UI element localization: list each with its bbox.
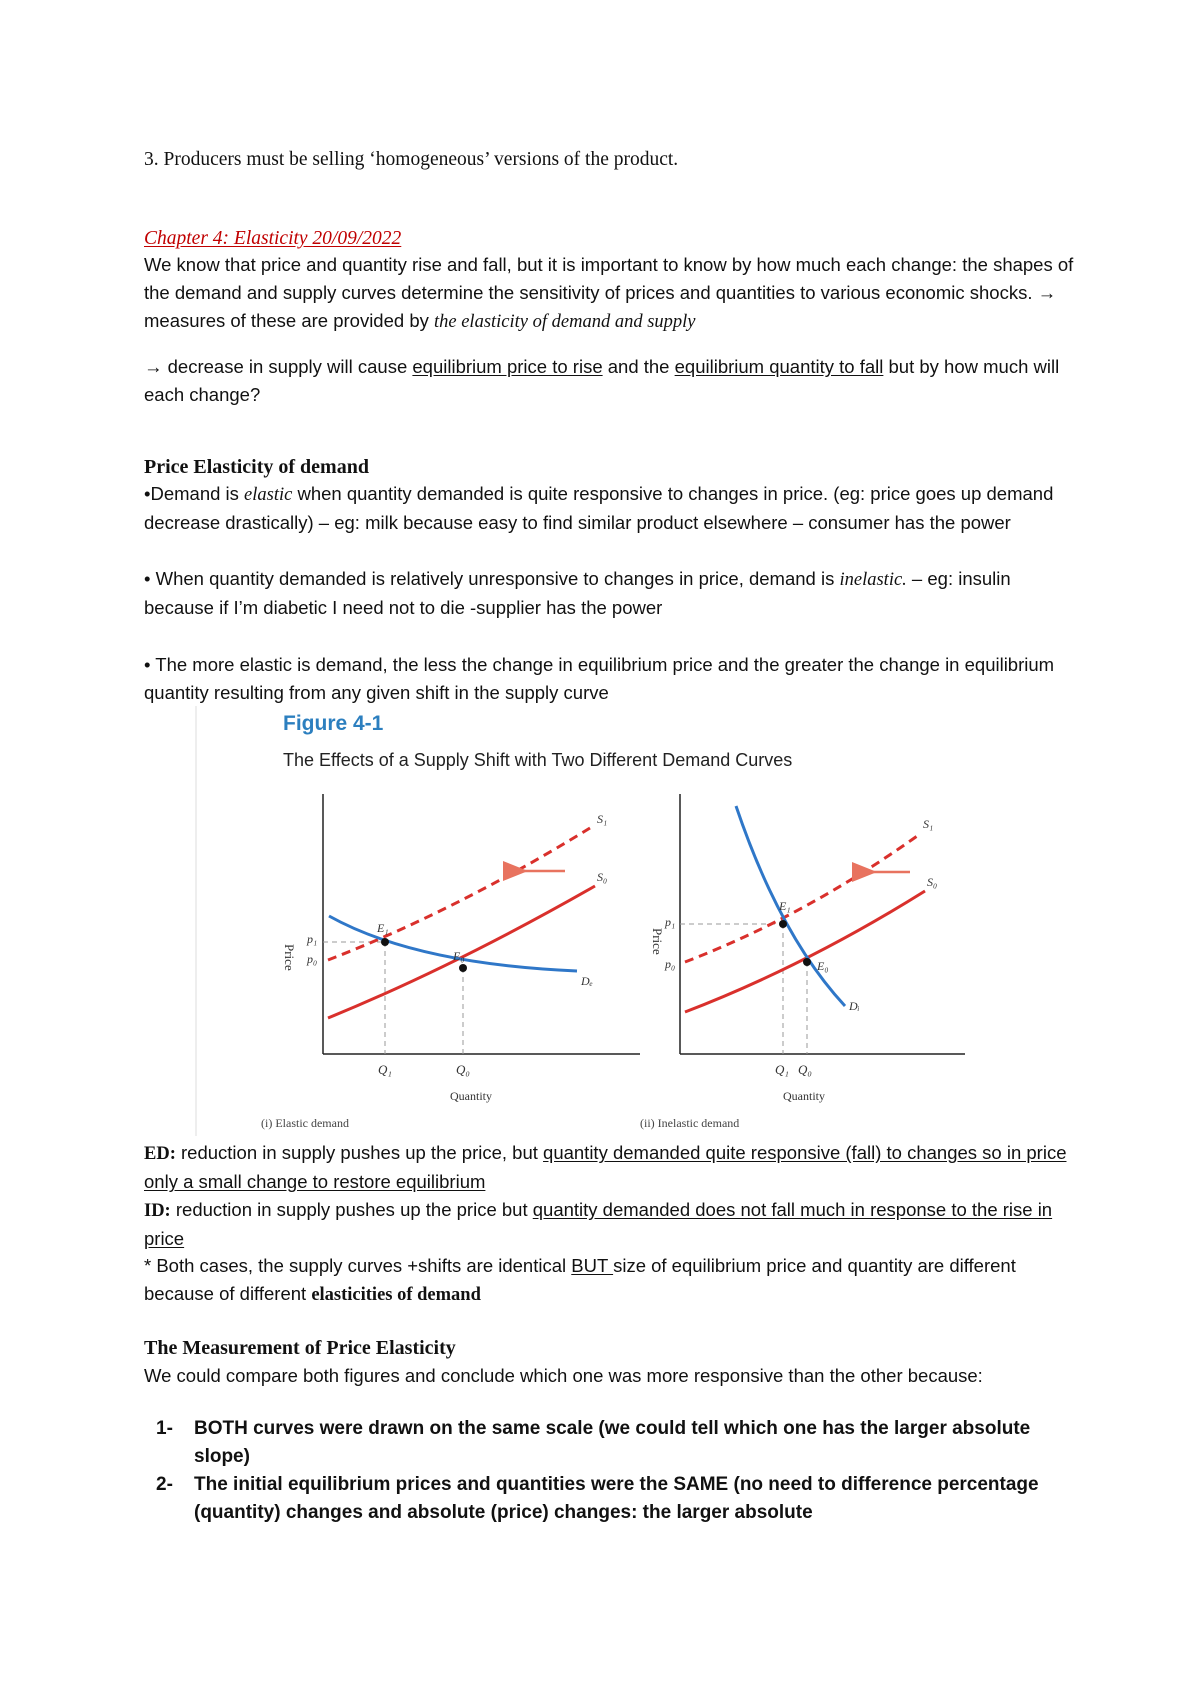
figure-4-1 xyxy=(195,706,1065,1136)
label-q1: Q₁ xyxy=(378,1062,392,1077)
supply-curve-s1 xyxy=(685,834,920,962)
label-e1: E₁ xyxy=(779,899,791,913)
paragraph-ed xyxy=(144,1139,1074,1196)
point-e0 xyxy=(459,964,467,972)
term-inelastic: inelastic. xyxy=(839,570,907,590)
paragraph-id-text: reduction in supply pushes up the price but xyxy=(170,1199,533,1220)
bullet-inelastic-text-2: – eg: insulin because if I’m diabetic I need not to die -supplier has the power xyxy=(144,568,1011,618)
label-p0: p₀ xyxy=(307,952,318,966)
paragraph-supply-text-2: and the xyxy=(602,356,675,377)
underlined-price-rise: equilibrium price to rise xyxy=(412,356,603,377)
label-q0: Q₀ xyxy=(798,1062,812,1077)
arrow-icon: → xyxy=(1037,282,1057,303)
label-s0: S₀ xyxy=(597,870,608,884)
label-p1: p₁ xyxy=(307,932,318,946)
bullet-elastic-text-2: when quantity demanded is quite responsive to changes in price. (eg: price goes up demand decrease drastically) – eg: milk because easy to find similar product elsewhere – consumer has the power xyxy=(144,483,1054,533)
bullet-more-elastic: • The more elastic is demand, the less the change in equilibrium price and the greater the change in equilibrium quantity resulting from any given shift in the supply curve xyxy=(144,654,1055,703)
label-q0: Q₀ xyxy=(456,1062,470,1077)
paragraph-both-cases xyxy=(144,1252,1074,1309)
paragraph-ed-text: reduction in supply pushes up the price, but xyxy=(175,1142,544,1163)
graph-inelastic xyxy=(640,794,965,1130)
point-e0 xyxy=(803,958,811,966)
point-e1 xyxy=(381,938,389,946)
paragraph-intro-text: We know that price and quantity rise and fall, but it is important to know by how much each change: the shapes of the demand and supply curves determine the sensitivity of prices and quantities to various economic shocks. xyxy=(144,254,1074,303)
label-demand: Dₑ xyxy=(581,974,593,988)
supply-curve-s1 xyxy=(328,828,590,960)
list-item-number: 2- xyxy=(156,1474,173,1495)
list-item-text: The initial equilibrium prices and quantities were the SAME (no need to difference percentage (quantity) changes and absolute (price) changes: the larger absolute xyxy=(194,1474,1039,1523)
caption-elastic: (i) Elastic demand xyxy=(261,1116,349,1130)
graph-elastic xyxy=(261,794,640,1130)
bold-elasticities: elasticities of demand xyxy=(311,1285,481,1305)
figure-graphs xyxy=(195,706,1065,1136)
list-item xyxy=(144,1415,1064,1471)
list-item-text: BOTH curves were drawn on the same scale (we could tell which one has the larger absolute slope) xyxy=(194,1418,1031,1467)
underlined-quantity-fall: equilibrium quantity to fall xyxy=(674,356,884,377)
label-s0: S₀ xyxy=(927,875,938,889)
y-axis-label: Price xyxy=(282,944,297,971)
paragraph-intro-emphasis: the elasticity of demand and supply xyxy=(434,312,696,332)
label-p1: p₁ xyxy=(665,915,676,929)
figure-title: Figure 4-1 xyxy=(283,712,384,735)
paragraph-id-underlined: quantity demanded does not fall much in response to the rise in price xyxy=(144,1199,1053,1249)
bullet-inelastic-text: • When quantity demanded is relatively unresponsive to changes in price, demand is xyxy=(144,568,840,589)
paragraph-both-text: * Both cases, the supply curves +shifts are identical xyxy=(144,1255,572,1276)
underlined-but: BUT xyxy=(571,1255,614,1276)
y-axis-label: Price xyxy=(650,928,665,955)
point-e1 xyxy=(779,920,787,928)
label-demand: Dᵢ xyxy=(849,999,860,1013)
figure-subtitle: The Effects of a Supply Shift with Two Different Demand Curves xyxy=(283,750,793,770)
label-s1: S₁ xyxy=(923,817,934,831)
bullet-inelastic xyxy=(144,565,1074,622)
label-ed: ED: xyxy=(144,1144,176,1164)
x-axis-label: Quantity xyxy=(450,1089,492,1103)
chapter-heading: Chapter 4: Elasticity 20/09/2022 xyxy=(144,228,402,249)
label-s1: S₁ xyxy=(597,812,608,826)
paragraph-supply-decrease xyxy=(144,353,1074,409)
list-item xyxy=(144,1471,1064,1527)
caption-inelastic: (ii) Inelastic demand xyxy=(640,1116,740,1130)
label-q1: Q₁ xyxy=(775,1062,789,1077)
paragraph-both-text-2: size of equilibrium price and quantity are different because of different xyxy=(144,1255,1016,1304)
bullet-elastic-text: •Demand is xyxy=(144,483,245,504)
label-e0: E₀ xyxy=(817,959,829,973)
section-heading-ped: Price Elasticity of demand xyxy=(144,456,369,478)
paragraph-intro xyxy=(144,251,1074,336)
section-heading-measurement: The Measurement of Price Elasticity xyxy=(144,1337,456,1359)
x-axis-label: Quantity xyxy=(783,1089,825,1103)
paragraph-id xyxy=(144,1196,1074,1253)
label-e1: E₁ xyxy=(377,921,389,935)
text-line-homogeneous: 3. Producers must be selling ‘homogeneous’ versions of the product. xyxy=(144,149,679,170)
label-id: ID: xyxy=(144,1201,171,1221)
label-p0: p₀ xyxy=(665,957,676,971)
list-item-number: 1- xyxy=(156,1418,173,1439)
arrow-icon: → xyxy=(144,356,163,377)
label-e0: E₀ xyxy=(453,949,465,963)
paragraph-ed-underlined: quantity demanded quite responsive (fall) to changes so in price only a small change to restore equilibrium xyxy=(144,1142,1067,1192)
paragraph-intro-text-2: measures of these are provided by xyxy=(144,310,434,331)
numbered-list xyxy=(144,1415,1064,1527)
bullet-elastic xyxy=(144,480,1074,537)
paragraph-supply-text: decrease in supply will cause xyxy=(162,356,413,377)
paragraph-supply-text-3: but by how much will each change? xyxy=(144,356,1060,405)
term-elastic: elastic xyxy=(244,485,293,505)
paragraph-measurement: We could compare both figures and conclude which one was more responsive than the other because: xyxy=(144,1365,983,1386)
